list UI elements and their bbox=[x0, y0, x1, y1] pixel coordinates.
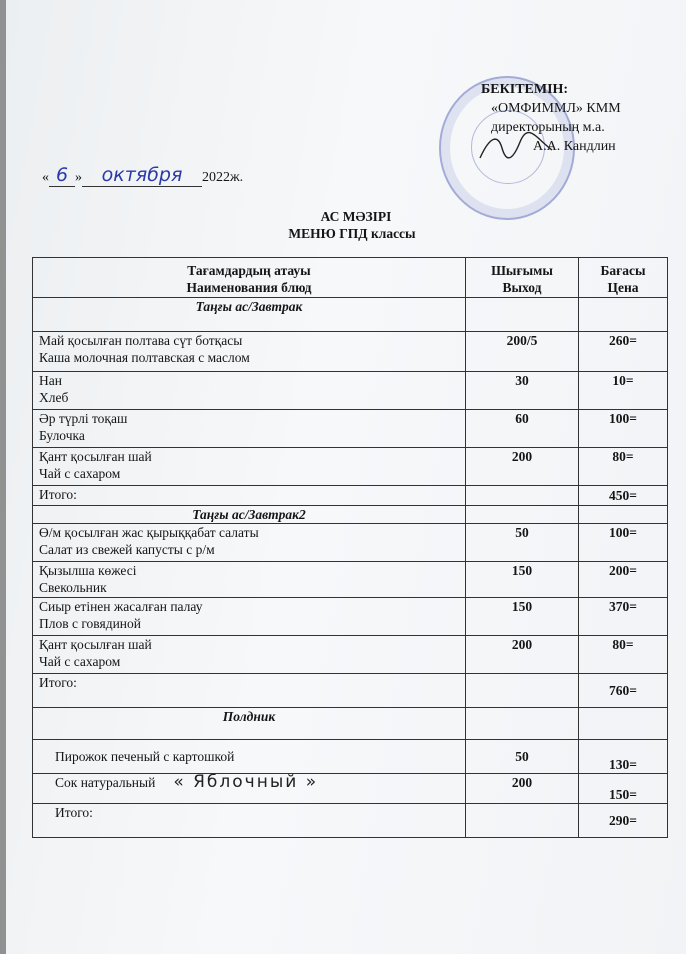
total-label: Итого: bbox=[33, 486, 466, 506]
dish-name-ru: Чай с сахаром bbox=[39, 654, 121, 669]
dish-price: 80= bbox=[579, 636, 668, 674]
table-row bbox=[33, 410, 668, 448]
dish-name-ru: Хлеб bbox=[39, 390, 69, 405]
document-title bbox=[6, 208, 686, 242]
dish-name: Пирожок печеный с картошкой bbox=[33, 740, 466, 774]
dish-name-ru: Плов с говядиной bbox=[39, 616, 142, 631]
header-qty-kz: Шығымы bbox=[491, 262, 553, 278]
total-value: 450= bbox=[579, 486, 668, 506]
header-name bbox=[33, 258, 466, 298]
total-row bbox=[33, 486, 668, 506]
menu-date bbox=[42, 164, 243, 187]
section-breakfast-2-label: Таңғы ас/Завтрак2 bbox=[33, 506, 466, 524]
dish-name-kz: Май қосылған полтава сүт ботқасы bbox=[39, 333, 243, 348]
dish-name-kz: Сиыр етінен жасалған палау bbox=[39, 599, 203, 614]
header-name-kz: Тағамдардың атауы bbox=[187, 262, 311, 278]
dish-qty: 50 bbox=[466, 524, 579, 562]
approval-name: А.А. Кандлин bbox=[533, 139, 616, 154]
dish-name-ru: Булочка bbox=[39, 428, 85, 443]
handwritten-note: « Яблочный » bbox=[173, 772, 319, 792]
dish-qty: 200/5 bbox=[466, 332, 579, 372]
dish-price: 100= bbox=[579, 524, 668, 562]
dish-name-ru: Чай с сахаром bbox=[39, 466, 121, 481]
table-header-row bbox=[33, 258, 668, 298]
date-day: 6 bbox=[55, 164, 69, 186]
dish-qty: 50 bbox=[466, 740, 579, 774]
table-row bbox=[33, 598, 668, 636]
approval-title: БЕКІТЕМІН: bbox=[481, 82, 569, 97]
header-qty-ru: Выход bbox=[502, 279, 542, 295]
dish-price: 100= bbox=[579, 410, 668, 448]
dish-price: 130= bbox=[579, 740, 668, 774]
section-breakfast-label: Таңғы ас/Завтрак bbox=[33, 298, 466, 332]
table-row bbox=[33, 636, 668, 674]
date-month: октября bbox=[101, 164, 183, 186]
dish-name-ru: Свекольник bbox=[39, 580, 107, 595]
date-open-quote: « bbox=[42, 170, 49, 185]
dish-price: 370= bbox=[579, 598, 668, 636]
dish-qty: 150 bbox=[466, 562, 579, 598]
dish-name-kz: Қант қосылған шай bbox=[39, 449, 152, 464]
dish-name-kz: Нан bbox=[39, 373, 62, 388]
dish-price: 200= bbox=[579, 562, 668, 598]
date-close-quote: » bbox=[75, 170, 82, 185]
dish-qty: 30 bbox=[466, 372, 579, 410]
total-row bbox=[33, 674, 668, 708]
header-price-kz: Бағасы bbox=[600, 262, 646, 278]
section-breakfast bbox=[33, 298, 668, 332]
total-row bbox=[33, 804, 668, 838]
header-name-ru: Наименования блюд bbox=[186, 279, 312, 295]
table-row bbox=[33, 524, 668, 562]
section-snack-label: Полдник bbox=[33, 708, 466, 740]
dish-name-kz: Қызылша көжесі bbox=[39, 563, 137, 578]
header-price-ru: Цена bbox=[607, 279, 639, 295]
title-kz: АС МӘЗІРІ bbox=[320, 209, 392, 224]
dish-price: 80= bbox=[579, 448, 668, 486]
dish-qty: 200 bbox=[466, 636, 579, 674]
total-value: 290= bbox=[579, 804, 668, 838]
table-row bbox=[33, 332, 668, 372]
menu-table bbox=[32, 257, 668, 838]
dish-name: Сок натуральный bbox=[55, 775, 156, 790]
approval-block bbox=[481, 80, 681, 156]
dish-qty: 60 bbox=[466, 410, 579, 448]
total-label: Итого: bbox=[33, 804, 466, 838]
dish-price: 260= bbox=[579, 332, 668, 372]
table-row bbox=[33, 774, 668, 804]
table-row bbox=[33, 562, 668, 598]
approval-position: директорының м.а. bbox=[491, 120, 605, 135]
header-price bbox=[579, 258, 668, 298]
dish-price: 150= bbox=[579, 774, 668, 804]
table-row bbox=[33, 372, 668, 410]
table-row bbox=[33, 740, 668, 774]
dish-name-ru: Салат из свежей капусты с р/м bbox=[39, 542, 215, 557]
dish-name-kz: Әр түрлі тоқаш bbox=[39, 411, 128, 426]
dish-qty: 200 bbox=[466, 774, 579, 804]
dish-name-kz: Ө/м қосылған жас қырыққабат салаты bbox=[39, 525, 259, 540]
total-label: Итого: bbox=[33, 674, 466, 708]
dish-qty: 150 bbox=[466, 598, 579, 636]
dish-price: 10= bbox=[579, 372, 668, 410]
date-year: 2022ж. bbox=[202, 170, 244, 185]
section-snack bbox=[33, 708, 668, 740]
document-sheet bbox=[6, 0, 686, 954]
dish-name-kz: Қант қосылған шай bbox=[39, 637, 152, 652]
title-ru: МЕНЮ ГПД классы bbox=[288, 226, 416, 241]
dish-qty: 200 bbox=[466, 448, 579, 486]
total-value: 760= bbox=[579, 674, 668, 708]
section-breakfast-2 bbox=[33, 506, 668, 524]
table-row bbox=[33, 448, 668, 486]
dish-name-ru: Каша молочная полтавская с маслом bbox=[39, 350, 250, 365]
approval-org: «ОМФИММЛ» КММ bbox=[491, 101, 621, 116]
header-qty bbox=[466, 258, 579, 298]
